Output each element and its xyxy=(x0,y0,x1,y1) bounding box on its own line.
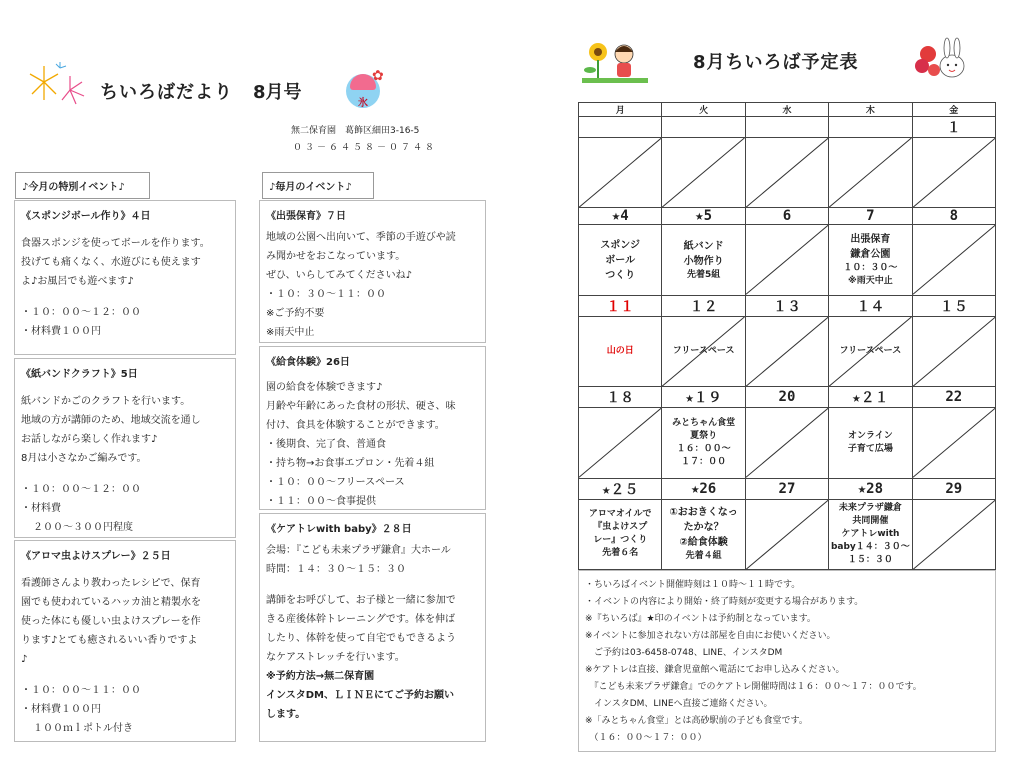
empty-day-cell xyxy=(912,225,995,295)
note-line: ※イベントに参加されない方は部屋を自由にお使いください。 xyxy=(585,631,836,641)
event-reserve: インスタDM、ＬＩＮＥにてご予約お願い xyxy=(266,690,454,701)
event-line: ♪ xyxy=(21,654,28,665)
cell-line: みとちゃん食堂 xyxy=(672,417,736,428)
cell-line: １７：００ xyxy=(681,456,727,467)
diagonal-slash xyxy=(746,317,828,386)
weekday-label: 金 xyxy=(912,103,995,117)
date-number: １３ xyxy=(745,295,828,316)
date-number: 20 xyxy=(745,387,828,408)
schedule-notes xyxy=(578,570,996,752)
date-number: ★１９ xyxy=(662,387,745,408)
cell-line: 先着5組 xyxy=(686,269,721,280)
date-number: １５ xyxy=(912,295,995,316)
event-line: 8月は小さなかご編みです。 xyxy=(21,453,147,464)
event-heading: 《出張保育》７日 xyxy=(266,211,346,222)
holiday-cell xyxy=(579,316,662,386)
cell-line: ケアトレwith xyxy=(841,528,900,539)
diagonal-slash xyxy=(913,500,995,569)
event-line: お話しながら楽しく作れます♪ xyxy=(21,434,158,445)
empty-day-cell xyxy=(745,316,828,386)
event-reserve: します。 xyxy=(266,709,306,720)
outreach-event xyxy=(259,200,486,343)
date-number xyxy=(662,117,745,138)
cell-line: オンライン xyxy=(848,430,893,441)
rabbit-flowers-icon xyxy=(912,36,972,82)
fireworks-icon xyxy=(22,60,92,110)
cell-line: 未来プラザ鎌倉 xyxy=(838,502,902,513)
diagonal-slash xyxy=(829,138,911,207)
date-number: ★２５ xyxy=(579,478,662,499)
date-number: ★２１ xyxy=(829,387,912,408)
org-address: 無二保育園 葛飾区細田3-16-5 xyxy=(291,126,420,136)
cell-line: 小物作り xyxy=(683,255,724,267)
event-cell-outreach xyxy=(829,225,912,295)
event-cell-growth xyxy=(662,499,745,569)
free-space-cell xyxy=(662,316,745,386)
org-phone: ０３－６４５８－０７４８ xyxy=(293,143,438,153)
event-time: ・１０：００～１２：００ xyxy=(21,484,141,495)
note-line: 『こども未来プラザ鎌倉』でのケアトレ開催時間は１６：００～１７：００です。 xyxy=(585,682,922,692)
sunflower-kid-icon xyxy=(580,38,650,84)
date-number: ★4 xyxy=(579,208,662,225)
note-line: ・イベントの内容により開始・終了時刻が変更する場合があります。 xyxy=(585,597,864,607)
event-line: 月齢や年齢にあった食材の形状、硬さ、味 xyxy=(266,401,456,412)
event-line: ・持ち物→お食事エプロン・先着４組 xyxy=(266,458,435,469)
event-line: ※雨天中止 xyxy=(266,327,315,338)
date-number: １８ xyxy=(579,387,662,408)
cell-line: ①おおきくなっ xyxy=(669,507,738,519)
event-heading: 《ケアトレwith baby》２８日 xyxy=(266,524,412,535)
note-line: （１６：００～１７：００） xyxy=(585,733,707,743)
event-line: 園でも使われているハッカ油と精製水を xyxy=(21,597,201,608)
empty-day-cell xyxy=(912,499,995,569)
note-line: ・ちいろばイベント開催時刻は１０時～１１時です。 xyxy=(585,580,801,590)
event-line: ・１０：３０～１１：００ xyxy=(266,289,386,300)
event-line: なケアストレッチを行います。 xyxy=(266,652,405,663)
diagonal-slash xyxy=(913,408,995,477)
date-number: ★5 xyxy=(662,208,745,225)
event-line: 投げても痛くなく、水遊びにも使えます xyxy=(21,257,201,268)
event-fee: ・材料費 xyxy=(21,503,61,514)
date-number: 7 xyxy=(829,208,912,225)
shaved-ice-label: 氷 xyxy=(358,98,368,109)
cell-line: 共同開催 xyxy=(852,515,889,526)
date-number: １ xyxy=(912,117,995,138)
diagonal-slash xyxy=(579,408,661,477)
schedule-title: 8月ちいろば予定表 xyxy=(693,52,859,73)
cell-line: ボール xyxy=(605,254,636,266)
event-line: 園の給食を体験できます♪ xyxy=(266,382,383,393)
empty-day-cell xyxy=(745,499,828,569)
event-line: ぜひ、いらしてみてくださいね♪ xyxy=(266,270,412,281)
event-heading: 《アロマ虫よけスプレー》２５日 xyxy=(21,551,171,562)
newsletter-issue: 8月号 xyxy=(253,82,302,103)
note-line: ※『ちいろば』★印のイベントは予約制となっています。 xyxy=(585,614,816,624)
weekday-label: 月 xyxy=(579,103,662,117)
event-line: よ♪お風呂でも遊べます♪ xyxy=(21,276,134,287)
empty-day-cell xyxy=(579,408,662,478)
schedule-calendar xyxy=(578,102,996,570)
date-number: ★28 xyxy=(829,478,912,499)
event-cell-sponge xyxy=(579,225,662,295)
event-heading: 《スポンジボール作り》４日 xyxy=(21,211,151,222)
event-cell-paper-band xyxy=(662,225,745,295)
empty-day-cell xyxy=(579,138,662,208)
date-number: 6 xyxy=(745,208,828,225)
diagonal-slash xyxy=(579,138,661,207)
event-reserve: ※予約方法→無二保育園 xyxy=(266,671,375,682)
weekday-label: 木 xyxy=(829,103,912,117)
event-line: きる産後体幹トレーニングです。体を伸ば xyxy=(266,614,455,625)
event-line: ・１１：００～食事提供 xyxy=(266,496,376,507)
empty-day-cell xyxy=(745,408,828,478)
event-cell-care-training xyxy=(829,499,912,569)
care-training-event xyxy=(259,513,486,742)
event-heading: 《紙バンドクラフト》5日 xyxy=(21,369,138,380)
event-fee-detail: ２００～３００円程度 xyxy=(33,522,133,533)
event-line: 食器スポンジを使ってボールを作ります。 xyxy=(21,238,210,249)
date-number xyxy=(829,117,912,138)
event-line: 地域の公園へ出向いて、季節の手遊びや読 xyxy=(266,232,456,243)
monthly-events-tab: ♪毎月のイベント♪ xyxy=(262,172,374,199)
date-number: 22 xyxy=(912,387,995,408)
diagonal-slash xyxy=(746,500,828,569)
event-line: ・１０：００～フリースペース xyxy=(266,477,405,488)
cell-line: アロマオイルで xyxy=(588,509,652,520)
empty-day-cell xyxy=(745,138,828,208)
event-cell-mito-diner xyxy=(662,408,745,478)
diagonal-slash xyxy=(746,138,828,207)
note-line: インスタDM、LINEへ直接ご連絡ください。 xyxy=(585,699,773,709)
cell-line: 『虫よけスプ xyxy=(593,522,648,533)
cell-line: つくり xyxy=(605,269,636,281)
event-time: ・１０：００～１１：００ xyxy=(21,685,141,696)
event-line: したり、体幹を使って自宅でもできるよう xyxy=(266,633,456,644)
date-number: 8 xyxy=(912,208,995,225)
event-cell-online xyxy=(829,408,912,478)
date-number xyxy=(579,117,662,138)
cell-line: 出張保育 xyxy=(850,234,891,246)
note-line: ご予約は03-6458-0748、LINE、インスタDM xyxy=(585,648,783,658)
cell-line: １０：３０～ xyxy=(843,263,898,274)
weekday-label: 火 xyxy=(662,103,745,117)
lunch-trial-event xyxy=(259,346,486,510)
empty-day-cell xyxy=(662,138,745,208)
diagonal-slash xyxy=(913,138,995,207)
date-number: １２ xyxy=(662,295,745,316)
weekday-header-row xyxy=(579,103,996,117)
weekday-label: 水 xyxy=(745,103,828,117)
cell-line: 先着６名 xyxy=(602,548,639,559)
cell-line: 鎌倉公園 xyxy=(850,249,891,261)
cell-line: たかな？ xyxy=(683,522,724,534)
cell-line: １６：００～ xyxy=(676,443,731,454)
event-line: ・後期食、完了食、普通食 xyxy=(266,439,386,450)
event-cell-aroma xyxy=(579,499,662,569)
event-line: 講師をお呼びして、お子様と一緒に参加で xyxy=(266,595,456,606)
event-time: ・１０：００～１２：００ xyxy=(21,307,141,318)
date-number: １１ xyxy=(579,295,662,316)
special-events-tab: ♪今月の特別イベント♪ xyxy=(15,172,150,199)
cell-line: フリースペース xyxy=(839,346,902,356)
cell-line: フリースペース xyxy=(672,346,735,356)
event-line: 地域の方が講師のため、地域交流を通し xyxy=(21,415,201,426)
note-line: ※ケアトレは直接、鎌倉児童館へ電話にてお申し込みください。 xyxy=(585,665,845,675)
diagonal-slash xyxy=(913,317,995,386)
cell-line: １５：３０ xyxy=(847,554,893,565)
cell-line: 先着４組 xyxy=(685,551,722,562)
diagonal-slash xyxy=(662,138,744,207)
empty-day-cell xyxy=(829,138,912,208)
event-venue: 会場：『こども未来プラザ鎌倉』大ホール xyxy=(266,545,451,556)
event-line: ります♪とても癒されるいい香りですよ xyxy=(21,635,198,646)
sponge-ball-event xyxy=(14,200,236,355)
event-line: 使った体にも優しい虫よけスプレーを作 xyxy=(21,616,201,627)
date-number xyxy=(745,117,828,138)
event-time: 時間：１４：３０～１５：３０ xyxy=(266,564,406,575)
diagonal-slash xyxy=(746,225,828,294)
cell-line: 紙バンド xyxy=(683,240,724,252)
event-line: 紙バンドかごのクラフトを行います。 xyxy=(21,396,191,407)
newsletter-title: ちいろばだより xyxy=(100,82,233,103)
aroma-spray-event xyxy=(14,540,236,742)
empty-day-cell xyxy=(912,408,995,478)
event-fee-detail: １００ｍｌポトル付き xyxy=(33,723,133,734)
date-number: ★26 xyxy=(662,478,745,499)
cell-line: スポンジ xyxy=(600,239,641,251)
event-line: 付け、食具を体験することができます。 xyxy=(266,420,445,431)
date-number: １４ xyxy=(829,295,912,316)
holiday-label: 山の日 xyxy=(606,346,634,356)
event-fee: ・材料費１００円 xyxy=(21,704,101,715)
cell-line: ②給食体験 xyxy=(679,537,728,549)
free-space-cell xyxy=(829,316,912,386)
event-heading: 《給食体験》26日 xyxy=(266,357,350,368)
date-number: 27 xyxy=(745,478,828,499)
note-line: ※「みとちゃん食堂」とは高砂駅前の子ども食堂です。 xyxy=(585,716,808,726)
empty-day-cell xyxy=(912,138,995,208)
cell-line: 子育て広場 xyxy=(847,443,893,454)
date-number: 29 xyxy=(912,478,995,499)
cell-line: レー』つくり xyxy=(593,535,648,546)
event-line: み聞かせをおこなっています。 xyxy=(266,251,406,262)
event-line: 看護師さんより教わったレシピで、保育 xyxy=(21,578,201,589)
empty-day-cell xyxy=(745,225,828,295)
empty-day-cell xyxy=(912,316,995,386)
diagonal-slash xyxy=(746,408,828,477)
diagonal-slash xyxy=(913,225,995,294)
paper-band-event xyxy=(14,358,236,538)
event-fee: ・材料費１００円 xyxy=(21,326,101,337)
cell-line: ※雨天中止 xyxy=(847,276,893,287)
cell-line: baby１４：３０～ xyxy=(830,541,910,552)
event-line: ※ご予約不要 xyxy=(266,308,325,319)
cell-line: 夏祭り xyxy=(690,430,718,441)
shaved-ice-icon: 氷 ✿ xyxy=(336,64,386,114)
